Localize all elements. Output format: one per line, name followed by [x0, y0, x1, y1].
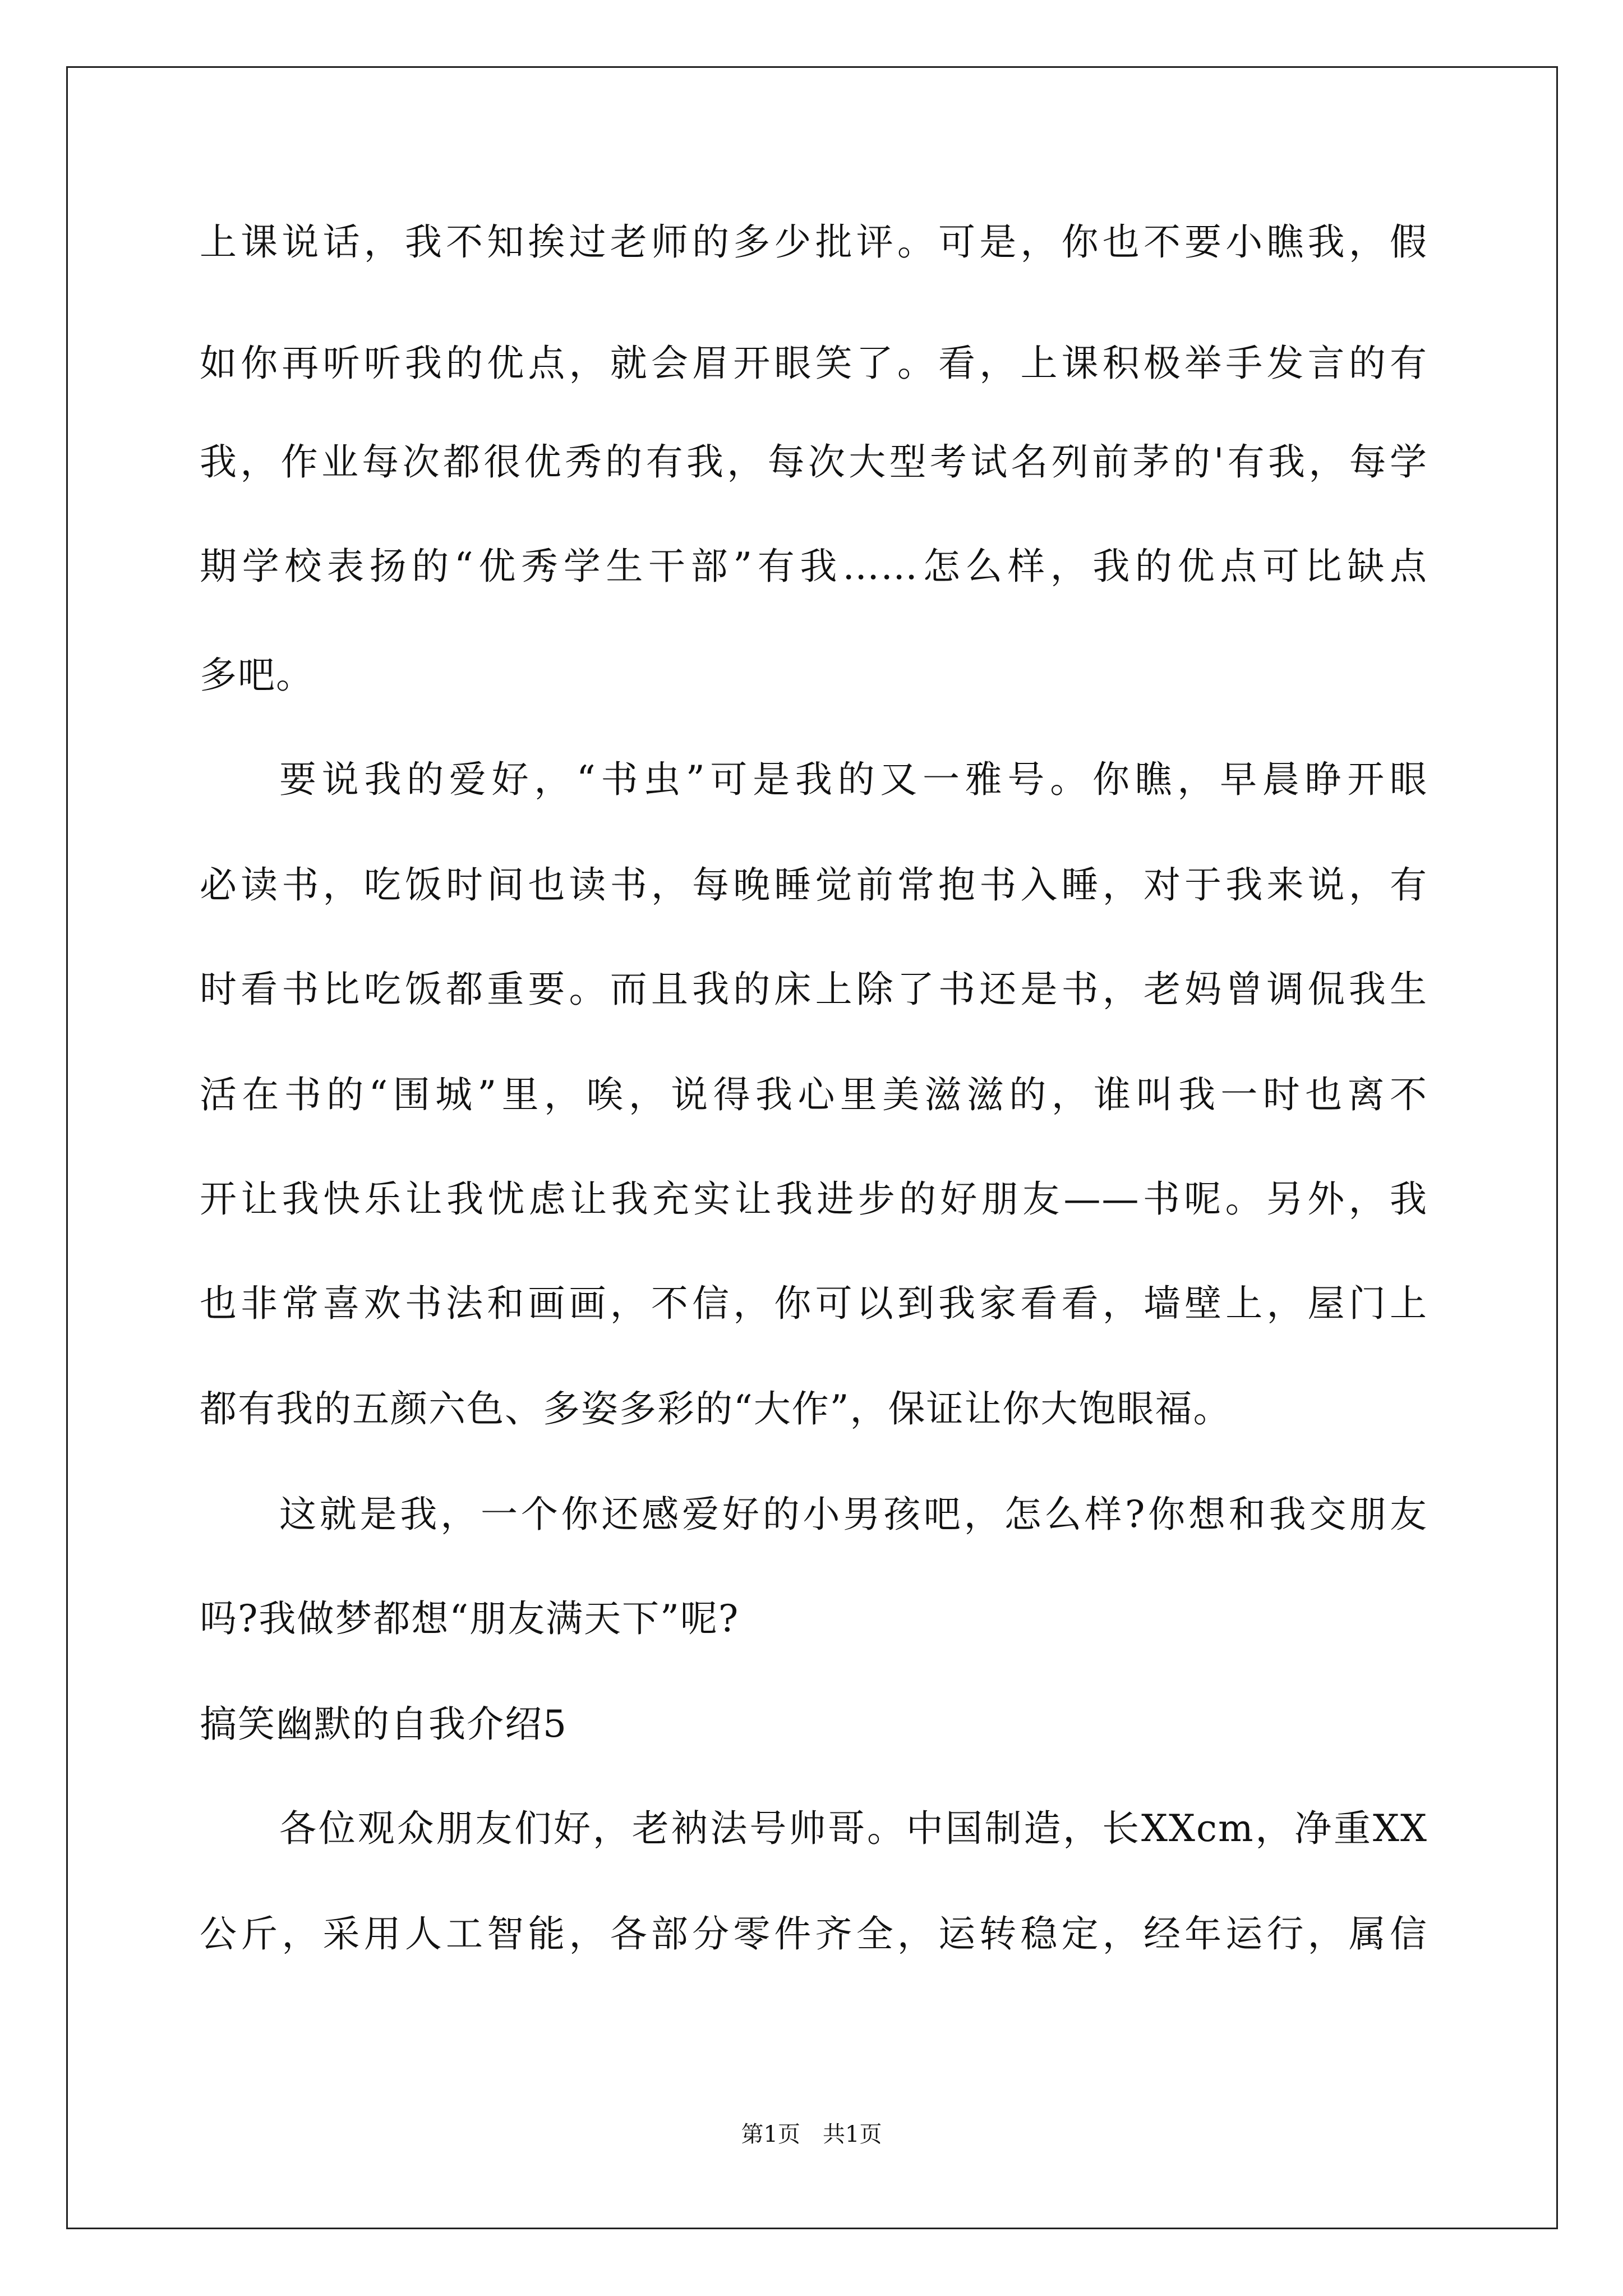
text-line: 也非常喜欢书法和画画，不信，你可以到我家看看，墙壁上，屋门上: [200, 1282, 1428, 1325]
page-number-footer: 第1页 共1页: [741, 2122, 882, 2147]
text-line: 多吧。: [200, 654, 314, 697]
paragraph-first-line: 这就是我，一个你还感爱好的小男孩吧，怎么样?你想和我交朋友: [279, 1493, 1428, 1536]
text-line: 活在书的“围城”里，唉，说得我心里美滋滋的，谁叫我一时也离不: [200, 1073, 1428, 1116]
text-line: 我，作业每次都很优秀的有我，每次大型考试名列前茅的'有我，每学: [200, 440, 1428, 484]
paragraph-first-line: 各位观众朋友们好，老衲法号帅哥。中国制造，长XXcm，净重XX: [279, 1807, 1428, 1850]
text-line: 时看书比吃饭都重要。而且我的床上除了书还是书，老妈曾调侃我生: [200, 968, 1428, 1011]
text-line: 公斤，采用人工智能，各部分零件齐全，运转稳定，经年运行，属信: [200, 1912, 1428, 1955]
text-line: 如你再听听我的优点，就会眉开眼笑了。看，上课积极举手发言的有: [200, 342, 1428, 385]
text-line: 开让我快乐让我忧虑让我充实让我进步的好朋友——书呢。另外，我: [200, 1177, 1428, 1221]
text-line: 必读书，吃饭时间也读书，每晚睡觉前常抱书入睡，对于我来说，有: [200, 863, 1428, 907]
section-heading: 搞笑幽默的自我介绍5: [200, 1703, 568, 1746]
text-line: 上课说话，我不知挨过老师的多少批评。可是，你也不要小瞧我，假: [200, 220, 1428, 264]
page-border: [66, 66, 1558, 2229]
text-line: 期学校表扬的“优秀学生干部”有我……怎么样，我的优点可比缺点: [200, 545, 1428, 588]
text-line: 都有我的五颜六色、多姿多彩的“大作”，保证让你大饱眼福。: [200, 1387, 1232, 1430]
paragraph-first-line: 要说我的爱好，“书虫”可是我的又一雅号。你瞧，早晨睁开眼: [279, 758, 1428, 801]
text-line: 吗?我做梦都想“朋友满天下”呢?: [200, 1597, 740, 1640]
